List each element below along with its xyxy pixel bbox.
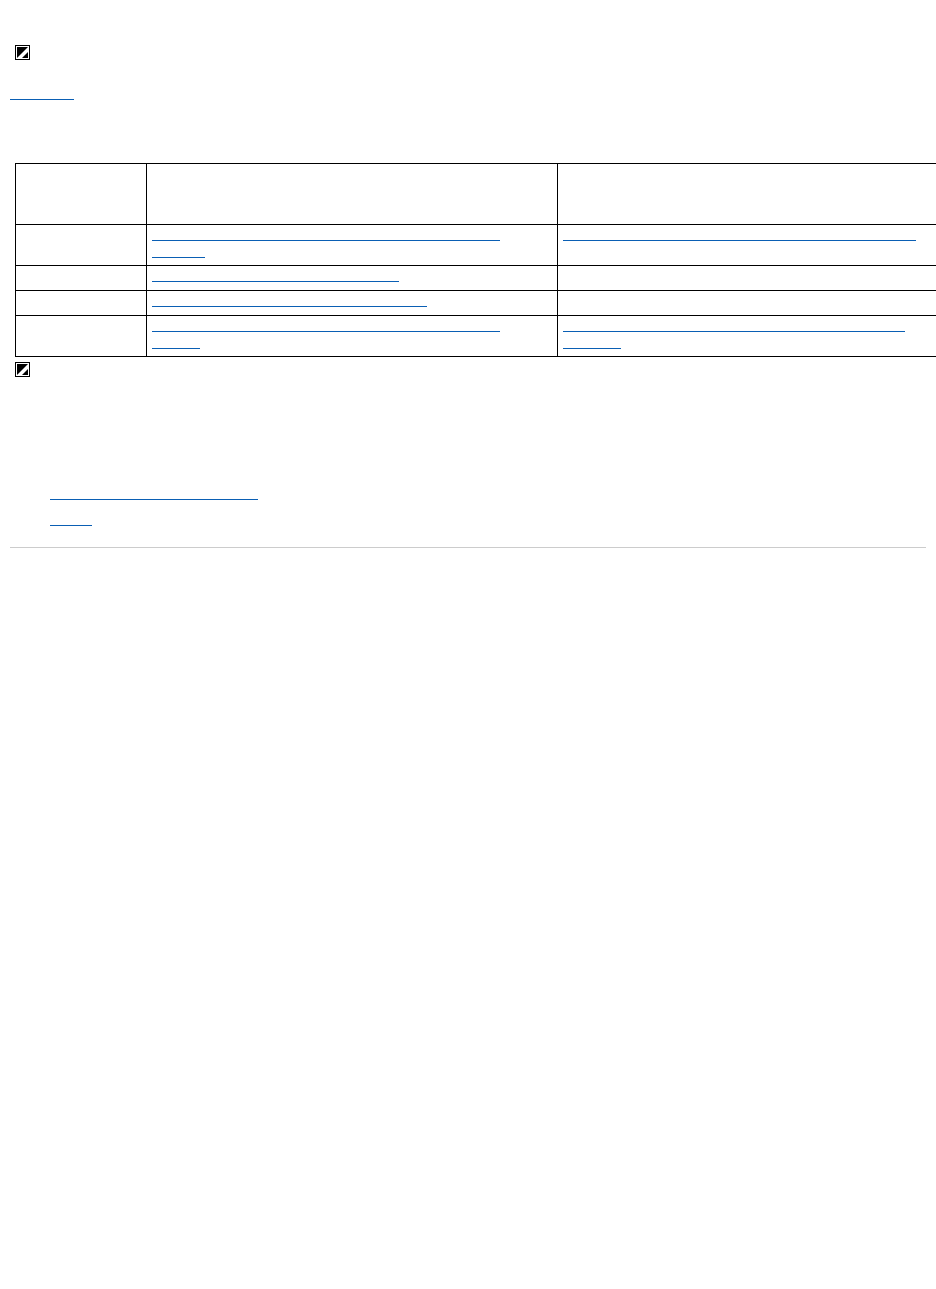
row-links-cell-c bbox=[558, 225, 936, 266]
back-to-contents-link[interactable] bbox=[10, 88, 74, 100]
row-links-cell-b bbox=[147, 291, 558, 316]
table-row bbox=[16, 266, 936, 291]
table-link[interactable] bbox=[152, 319, 500, 332]
row-label-cell bbox=[16, 225, 147, 266]
table-link[interactable] bbox=[152, 336, 200, 349]
table-link[interactable] bbox=[563, 319, 905, 332]
table-link[interactable] bbox=[152, 269, 399, 282]
table-link[interactable] bbox=[563, 336, 621, 349]
table-row bbox=[16, 316, 936, 357]
table-header-cell-a bbox=[16, 164, 147, 225]
row-links-cell-b bbox=[147, 225, 558, 266]
row-label-cell bbox=[16, 291, 147, 316]
table-link[interactable] bbox=[152, 294, 427, 307]
table-link[interactable] bbox=[563, 228, 916, 241]
row-links-cell-c bbox=[558, 266, 936, 291]
note-icon bbox=[15, 45, 30, 60]
note-icon bbox=[15, 362, 30, 377]
row-links-cell-b bbox=[147, 266, 558, 291]
feature-table bbox=[15, 163, 936, 357]
row-links-cell-b bbox=[147, 316, 558, 357]
table-row bbox=[16, 291, 936, 316]
table-link[interactable] bbox=[152, 228, 500, 241]
table-link[interactable] bbox=[152, 245, 205, 258]
row-label-cell bbox=[16, 316, 147, 357]
table-row bbox=[16, 225, 936, 266]
footer-link-2[interactable] bbox=[50, 513, 92, 526]
footer-divider bbox=[10, 547, 926, 548]
row-links-cell-c bbox=[558, 316, 936, 357]
table-header-row bbox=[16, 164, 936, 225]
table-header-cell-c bbox=[558, 164, 936, 225]
row-links-cell-c bbox=[558, 291, 936, 316]
table-header-cell-b bbox=[147, 164, 558, 225]
footer-link-1[interactable] bbox=[50, 487, 258, 500]
row-label-cell bbox=[16, 266, 147, 291]
